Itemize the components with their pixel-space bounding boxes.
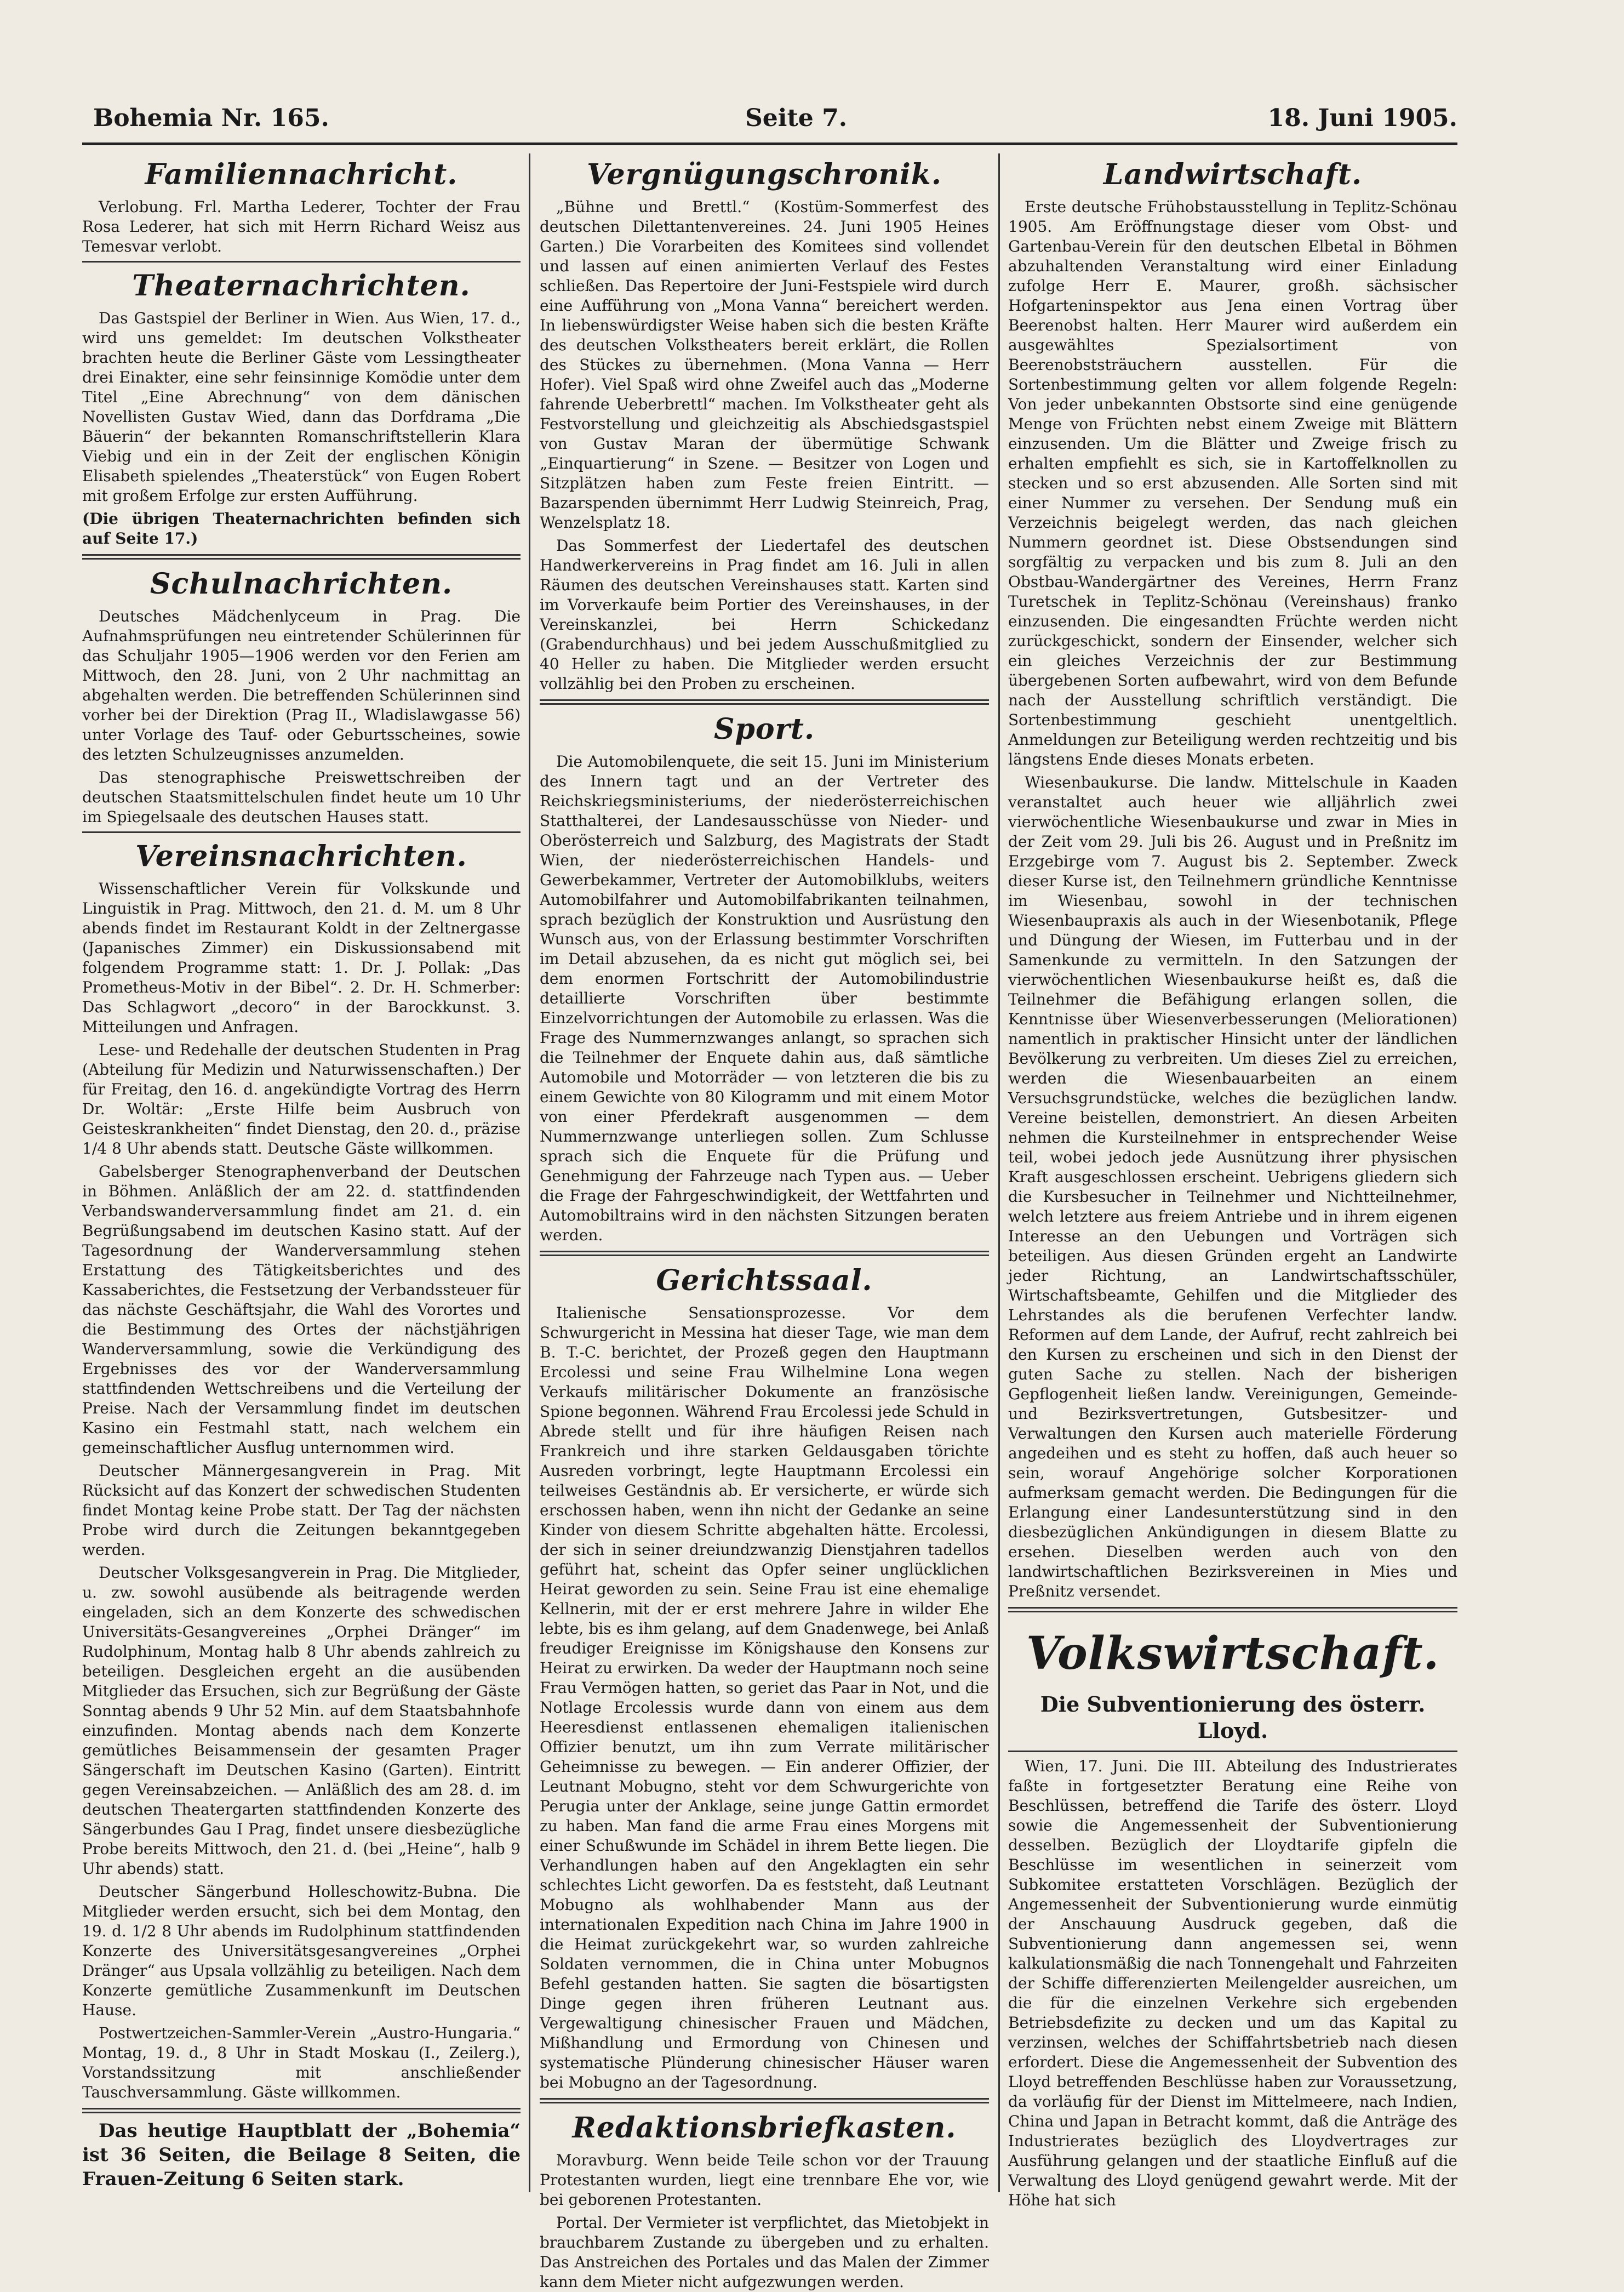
section-rule: [82, 2108, 521, 2113]
section-rule: [1008, 1751, 1457, 1752]
header-page-number: Seite 7.: [745, 104, 848, 132]
article-sensationsprozesse: Italienische Sensationsprozesse. Vor dem Schwurgericht in Messina hat dieser Tage, wie man dem B. T.-C. berichtet, der Prozeß gegen den Hauptmann Ercolessi und seine Frau Wilhelmine Lona wegen Verkaufs militärischer Dokumente an französische Spione begonnen. Während Frau Ercolessi jede Schuld in Abrede stellt und für ihre häufigen Reisen nach Frankreich und ihre starken Geldausgaben törichte Ausreden vorbringt, legte Hauptmann Ercolessi ein teilweises Geständnis ab. Er versicherte, er würde sich erschossen haben, wenn ihn nicht der Gedanke an seine Kinder von diesem Schritte abgehalten hätte. Ercolessi, der sich in seiner dreiundzwanzig Dienstjahren tadellos geführt hat, scheint das Opfer seiner unglücklichen Heirat geworden zu sein. Seine Frau ist eine ehemalige Kellnerin, mit der er erst mehrere Jahre in wilder Ehe lebte, bis es ihm gelang, auf dem Gnadenwege, bei Anlaß freudiger Ereignisse im Königshause den Konsens zur Heirat zu erwirken. Da weder der Hauptmann noch seine Frau Vermögen hatten, so geriet das Paar in Not, und die Notlage Ercolessis wurde dann von einem aus dem Heeresdienst entlassenen ehemaligen italienischen Offizier benutzt, um ihn zum Verrate militärischer Geheimnisse zu bewegen. — Ein anderer Offizier, der Leutnant Mobugno, steht vor dem Schwurgerichte von Perugia unter der Anklage, seine junge Gattin ermordet zu haben. Man fand die arme Frau eines Morgens mit einer Schußwunde im Schädel in ihrem Bette liegen. Die Verhandlungen haben auf den Angeklagten ein sehr schlechtes Licht geworfen. Da es feststeht, daß Leutnant Mobugno als wohlhabender Mann aus der internationalen Expedition nach China im Jahre 1900 in die Heimat zurückgekehrt war, so wurden zahlreiche Soldaten vernommen, die in China unter Mobugnos Befehl gestanden hatten. Sie sagten die bösartigsten Dinge gegen ihren früheren Leutnant aus. Vergewaltigung chinesischer Frauen und Mädchen, Mißhandlung und Ermordung von Chinesen und systematische Plünderung chinesischer Häuser waren bei Mobugno an der Tagesordnung.: [540, 1304, 989, 2091]
section-rule: [82, 261, 521, 263]
section-rule: [540, 1251, 989, 1256]
section-title-landwirtschaft: Landwirtschaft.: [1103, 158, 1363, 191]
section-rule: [82, 554, 521, 560]
column-3: [1008, 153, 1457, 2236]
column-divider-1: [529, 153, 530, 2192]
section-rule: [540, 2098, 989, 2103]
article-gastspiel: Das Gastspiel der Berliner in Wien. Aus Wien, 17. d., wird uns gemeldet: Im deutschen Volkstheater brachten heute die Berliner Gäste vom Lessingtheater drei Einakter, eine sehr feinsinnige Komödie unter dem Titel „Eine Abrechnung“ von dem dänischen Novellisten Gustav Wied, dann das Dorfdrama „Die Bäuerin“ der bekannten Romanschriftstellerin Klara Viebig und ein in der Zeit der englischen Königin Elisabeth spielendes „Theaterstück“ von Eugen Robert mit großem Erfolge zur ersten Aufführung.: [82, 309, 521, 505]
section-title-vereinsnachrichten: Vereinsnachrichten.: [135, 840, 467, 873]
section-rule: [82, 831, 521, 833]
header-date: 18. Juni 1905.: [1267, 104, 1457, 132]
article-preiswettschreiben: Das stenographische Preiswettschreiben der deutschen Staatsmittelschulen findet heute um 10 Uhr im Spiegelsaale des deutschen Hauses statt.: [82, 768, 521, 826]
article-wiesenbaukurse: Wiesenbaukurse. Die landw. Mittelschule in Kaaden veranstaltet auch heuer wie alljährlich zwei vierwöchentliche Wiesenbaukurse und zwar in Mies in der Zeit vom 29. Juli bis 26. August und in Preßnitz im Erzgebirge vom 7. August bis 2. September. Zweck dieser Kurse ist, den Teilnehmern gründliche Kenntnisse im Wiesenbau, sowohl in der technischen Wiesenbaupraxis als auch in der Wiesenbotanik, Pflege und Düngung der Wiesen, im Futterbau und in der Samenkunde zu vermitteln. In den Satzungen der vierwöchentlichen Wiesenbaukurse heißt es, daß die Teilnehmer die Befähigung erlangen sollen, die Kenntnisse über Wiesenverbesserungen (Meliorationen) namentlich in praktischer Hinsicht unter der ländlichen Bevölkerung zu verbreiten. Um dieses Ziel zu erreichen, werden die Wiesenbauarbeiten an einem Versuchsgrundstücke, welches die bezüglichen landw. Vereine beistellen, demonstriert. An diesen Arbeiten nehmen die Kursteilnehmer in entsprechender Weise teil, wobei jedoch jede Ausnützung ihrer physischen Kraft ausgeschlossen erscheint. Uebrigens gliedern sich die Kursbesucher in Teilnehmer und Nichtteilnehmer, welch letztere aus freiem Antriebe und in ihrem eigenen Interesse an den Uebungen und Vorträgen sich beteiligen. Aus diesen Gründen ergeht an Landwirte jeder Richtung, an Landwirtschaftsschüler, Wirtschaftsbeamte, Gehilfen und die Mitglieder des Lehrstandes als die berufenen Verfechter landw. Reformen auf dem Lande, der Aufruf, recht zahlreich bei den Kursen zu erscheinen und sich in den Dienst der guten Sache zu stellen. Nach der bisherigen Gepflogenheit ließen landw. Vereinigungen, Gemeinde- und Bezirksvertretungen, Gutsbesitzer- und Verwaltungen den Kursen auch materielle Förderung angedeihen und es steht zu hoffen, daß auch heuer so sein, worauf Angehörige solcher Korporationen aufmerksam gemacht werden. Die Bedingungen für die Erlangung einer Landesunterstützung sind in den diesbezüglichen Ankündigungen in diesem Blatte zu ersehen. Dieselben werden auch von den landwirtschaftlichen Bezirksvereinen in Mies und Preßnitz versendet.: [1008, 773, 1457, 1600]
article-sommerfest: Das Sommerfest der Liedertafel des deutschen Handwerkervereins in Prag findet am 16. Juli in allen Räumen des deutschen Vereinshauses statt. Karten sind im Vorverkaufe beim Portier des Vereinshauses, in der Vereinskanzlei, bei Herrn Schickedanz (Grabendurchhaus) und bei jedem Ausschußmitglied zu 40 Heller zu haben. Die Mitglieder werden ersucht vollzählig bei den Proben zu erscheinen.: [540, 537, 989, 693]
column-2: [540, 153, 989, 2291]
column-1: [82, 153, 521, 2236]
article-automobilenquete: Die Automobilenquete, die seit 15. Juni im Ministerium des Innern tagt und an der Vertreter des Reichskriegsministeriums, der niederösterreichischen Statthalterei, der Landesausschüsse von Nieder- und Oberösterreich und Salzburg, des Magistrats der Stadt Wien, der niederösterreichischen Handels- und Gewerbekammer, Vertreter der Automobilklubs, weiters Automobilfahrer und Automobilfabrikanten teilnahmen, sprach bezüglich der Konstruktion und Ausrüstung den Wunsch aus, von der Erlassung bestimmter Vorschriften im Detail abzusehen, da es nicht gut möglich sei, bei dem enormen Fortschritt der Automobilindustrie detaillierte Vorschriften über bestimmte Einzelvorrichtungen der Automobile zu erlassen. Was die Frage des Nummernzwanges anlangt, so sprachen sich die Teilnehmer der Enquete dahin aus, daß sämtliche Automobile und Motorräder — von letzteren die bis zu einem Gewichte von 80 Kilogramm und mit einem Motor von einer Pferdekraft ausgenommen — dem Nummernzwange unterliegen sollen. Zum Schlusse sprach sich die Enquete für die Prüfung und Genehmigung der Fahrzeuge nach Typen aus. — Ueber die Frage der Fahrgeschwindigkeit, der Wettfahrten und Automobiltrains wird in den nächsten Sitzungen beraten werden.: [540, 752, 989, 1244]
article-maedchenlyceum: Deutsches Mädchenlyceum in Prag. Die Aufnahmsprüfungen neu eintretender Schülerinnen für das Schuljahr 1905—1906 werden vor den Ferien am Mittwoch, den 28. Juni, von 2 Uhr nachmittag an abgehalten werden. Die betreffenden Schülerinnen sind vorher bei der Direktion (Prag II., Wladislawgasse 56) unter Vorlage des Tauf- oder Geburtsscheines, sowie des letzten Schulzeugnisses anzumelden.: [82, 607, 521, 763]
article-moravburg: Moravburg. Wenn beide Teile schon vor der Trauung Protestanten wurden, liegt eine trennbare Ehe vor, wie bei geborenen Protestanten.: [540, 2151, 989, 2209]
section-title-familiennachricht: Familiennachricht.: [145, 158, 458, 191]
section-rule: [540, 699, 989, 705]
article-gabelsberger: Gabelsberger Stenographenverband der Deutschen in Böhmen. Anläßlich der am 22. d. stattfindenden Verbandswanderversammlung findet am 21. d. ein Begrüßungsabend im deutschen Kasino statt. Auf der Tagesordnung der Wanderversammlung stehen Erstattung des Tätigkeitsberichtes und des Kassaberichtes, die Festsetzung der Verbandssteuer für das nächste Geschäftsjahr, die Wahl des Vorortes und die Bestimmung des Ortes der nächstjährigen Wanderversammlung, sowie die Verkündigung des Ergebnisses des vor der Wanderversammlung stattfindenden Wettschreibens und die Verteilung der Preise. Nach der Versammlung findet im deutschen Kasino ein Festmahl statt, nach welchem ein gemeinschaftlicher Ausflug unternommen wird.: [82, 1162, 521, 1457]
section-title-volkswirtschaft: Volkswirtschaft.: [1026, 1627, 1440, 1680]
article-lloyd: Wien, 17. Juni. Die III. Abteilung des Industrierates faßte in fortgesetzter Beratung eine Reihe von Beschlüssen, betreffend die Tarife des österr. Lloyd sowie die Angemessenheit der Subventionierung desselben. Bezüglich der Lloydtarife gipfeln die Beschlüsse im wesentlichen in seinerzeit vom Subkomitee erstatteten Vorschlägen. Bezüglich der Angemessenheit der Subventionierung wurde einmütig der Anschauung Ausdruck gegeben, daß die Subventionierung dann angemessen sei, wenn kalkulationsmäßig die nach Tonnengehalt und Fahrzeiten der Schiffe differenzierten Meilengelder ausreichen, um die für die einzelnen Verkehre sich ergebenden Betriebsdefizite zu decken und um das Kapital zu verzinsen, welches der Schiffahrtsbetrieb nach diesen erfordert. Diese die Angemessenheit der Subvention des Lloyd betreffenden Beschlüsse haben zur Voraussetzung, da vorläufig für der Dienst im Mittelmeere, nach Indien, China und Japan in Betracht kommt, daß die Anträge des Industrierates bezüglich des Lloydvertrages zur Ausführung gelangen und der staatliche Einfluß auf die Verwaltung des Lloyd genügend gewahrt werde. Mit der Höhe hat sich: [1008, 1757, 1457, 2209]
article-maennergesangverein: Deutscher Männergesangverein in Prag. Mit Rücksicht auf das Konzert der schwedischen Studenten findet Montag keine Probe statt. Der Tag der nächsten Probe wird durch die Zeitungen bekanntgegeben werden.: [82, 1462, 521, 1559]
section-rule: [1008, 1607, 1457, 1612]
section-title-theaternachrichten: Theaternachrichten.: [132, 269, 471, 303]
header-issue: Bohemia Nr. 165.: [93, 104, 329, 132]
article-fruehobstausstellung: Erste deutsche Frühobstausstellung in Teplitz-Schönau 1905. Am Eröffnungstage dieser vom Obst- und Gartenbau-Verein für den deutschen Elbetal in Böhmen abzuhaltenden Veranstaltung wird einer Einladung zufolge Herr E. Maurer, großh. sächsischer Hofgarteninspektor aus Jena einen Vortrag über Beerenobst halten. Herr Maurer wird außerdem ein ausgewähltes Spezialsortiment von Beerenobststräuchern ausstellen. Für die Sortenbestimmung gelten vor allem folgende Regeln: Von jeder unbekannten Obstsorte sind eine genügende Menge von Früchten nebst einem Zweige mit Blättern einzusenden. Um die Blätter und Zweige frisch zu erhalten empfiehlt es sich, sie in Kartoffelknollen zu stecken und so erst abzusenden. Alle Sorten sind mit einer Nummer zu versehen. Der Sendung muß ein Verzeichnis beigelegt werden, das nach gleichen Nummern geordnet ist. Diese Obstsendungen sind sorgfältig zu verpacken und bis zum 8. Juli an den Obstbau-Wandergärtner des Vereines, Herrn Franz Turetschek in Teplitz-Schönau (Vereinshaus) franko einzusenden. Die eingesandten Früchte werden nicht zurückgeschickt, sondern der Einsender, welcher sich ein gleiches Verzeichnis der zur Bestimmung übergebenen Sorten aufbewahrt, wird von dem Befunde nach der Ausstellung schriftlich verständigt. Die Sortenbestimmung geschieht unentgeltlich. Anmeldungen zur Beteiligung werden rechtzeitig und bis längstens Ende dieses Monats erbeten.: [1008, 198, 1457, 768]
section-title-schulnachrichten: Schulnachrichten.: [150, 567, 453, 601]
article-verlobung: Verlobung. Frl. Martha Lederer, Tochter der Frau Rosa Lederer, hat sich mit Herrn Richard Weisz aus Temesvar verlobt.: [82, 198, 521, 255]
article-postwertzeichen: Postwertzeichen-Sammler-Verein „Austro-Hungaria.“ Montag, 19. d., 8 Uhr in Stadt Moskau (I., Zeilerg.), Vorstandssitzung mit anschließender Tauschversammlung. Gäste willkommen.: [82, 2024, 521, 2101]
article-lesehalle: Lese- und Redehalle der deutschen Studenten in Prag (Abteilung für Medizin und Naturwissenschaften.) Der für Freitag, den 16. d. angekündigte Vortrag des Herrn Dr. Woltär: „Erste Hilfe beim Ausbruch von Geisteskrankheiten“ findet Dienstag, den 20. d., präzise 1/4 8 Uhr abends statt. Deutsche Gäste willkommen.: [82, 1041, 521, 1158]
article-buehne-brettl: „Bühne und Brettl.“ (Kostüm-Sommerfest des deutschen Dilettantenvereines. 24. Juni 1905 Heines Garten.) Die Vorarbeiten des Komitees sind vollendet und lassen auf einen animierten Verlauf des Festes schließen. Das Repertoire der Juni-Festspiele wird durch eine Aufführung von „Mona Vanna“ bereichert werden. In liebenswürdigster Weise haben sich die besten Kräfte des deutschen Volkstheaters bereit erklärt, die Rollen des Stückes zu übernehmen. (Mona Vanna — Herr Hofer). Viel Spaß wird ohne Zweifel auch das „Moderne fahrende Ueberbrettl“ machen. Im Volkstheater geht als Festvorstellung und gleichzeitig als Abschiedsgastspiel von Gustav Maran der übermütige Schwank „Einquartierung“ in Szene. — Besitzer von Logen und Sitzplätzen haben zum Feste freien Eintritt. — Bazarspenden übernimmt Herr Ludwig Steinreich, Prag, Wenzelsplatz 18.: [540, 198, 989, 532]
section-title-vergnuegungschronik: Vergnügungschronik.: [587, 158, 942, 191]
article-portal: Portal. Der Vermieter ist verpflichtet, das Mietobjekt in brauchbarem Zustande zu übergeben und zu erhalten. Das Anstreichen des Portales und das Malen der Zimmer kann dem Mieter nicht aufgezwungen werden.: [540, 2214, 989, 2291]
header-rule: [82, 142, 1457, 145]
article-volkskunde: Wissenschaftlicher Verein für Volkskunde und Linguistik in Prag. Mittwoch, den 21. d. M. um 8 Uhr abends findet im Restaurant Koldt in der Zeltnergasse (Japanisches Zimmer) ein Diskussionsabend mit folgendem Programme statt: 1. Dr. J. Pollak: „Das Prometheus-Motiv in der Bibel“. 2. Dr. H. Schmerber: Das Schlagwort „decoro“ in der Barockkunst. 3. Mitteilungen und Anfragen.: [82, 880, 521, 1036]
running-header: [82, 93, 1457, 142]
newspaper-page: [82, 93, 1457, 2291]
article-saengerbund: Deutscher Sängerbund Holleschowitz-Bubna. Die Mitglieder werden ersucht, sich bei dem Montag, den 19. d. 1/2 8 Uhr abends im Rudolphinum stattfindenden Konzerte des Universitätsgesangvereines „Orphei Dränger“ aus Upsala vollzählig zu beteiligen. Nach dem Konzerte gemütliche Zusammenkunft im Deutschen Hause.: [82, 1883, 521, 2019]
column-divider-2: [998, 153, 1000, 2192]
section-title-redaktionsbriefkasten: Redaktionsbriefkasten.: [572, 2111, 957, 2145]
section-title-sport: Sport.: [713, 712, 815, 746]
footnote-page-count: Das heutige Hauptblatt der „Bohemia“ ist 36 Seiten, die Beilage 8 Seiten, die Frauen-Zeitung 6 Seiten stark.: [82, 2120, 521, 2190]
article-volksgesangverein: Deutscher Volksgesangverein in Prag. Die Mitglieder, u. zw. sowohl ausübende als beitragende werden eingeladen, sich an dem Konzerte des schwedischen Universitäts-Gesangvereines „Orphei Dränger“ im Rudolphinum, Montag halb 8 Uhr abends zahlreich zu beteiligen. Desgleichen ergeht an die ausübenden Mitglieder das Ersuchen, sich zur Begrüßung der Gäste Sonntag abends 9 Uhr 52 Min. auf dem Staatsbahnhofe einzufinden. Montag abends nach dem Konzerte gemütliches Beisammensein der gesamten Prager Sängerschaft im Deutschen Kasino (Garten). Eintritt gegen Vereinsabzeichen. — Anläßlich des am 28. d. im deutschen Theatergarten stattfindenden Konzerte des Sängerbundes Gau I Prag, findet unsere diesbezügliche Probe bereits Mittwoch, den 21. d. (bei „Heine“, halb 9 Uhr abends) statt.: [82, 1564, 521, 1878]
note-theater: (Die übrigen Theaternachrichten befinden sich auf Seite 17.): [82, 510, 521, 548]
section-title-gerichtssaal: Gerichtssaal.: [656, 1264, 873, 1297]
article-title-lloyd: Die Subventionierung des österr. Lloyd.: [1040, 1692, 1426, 1743]
